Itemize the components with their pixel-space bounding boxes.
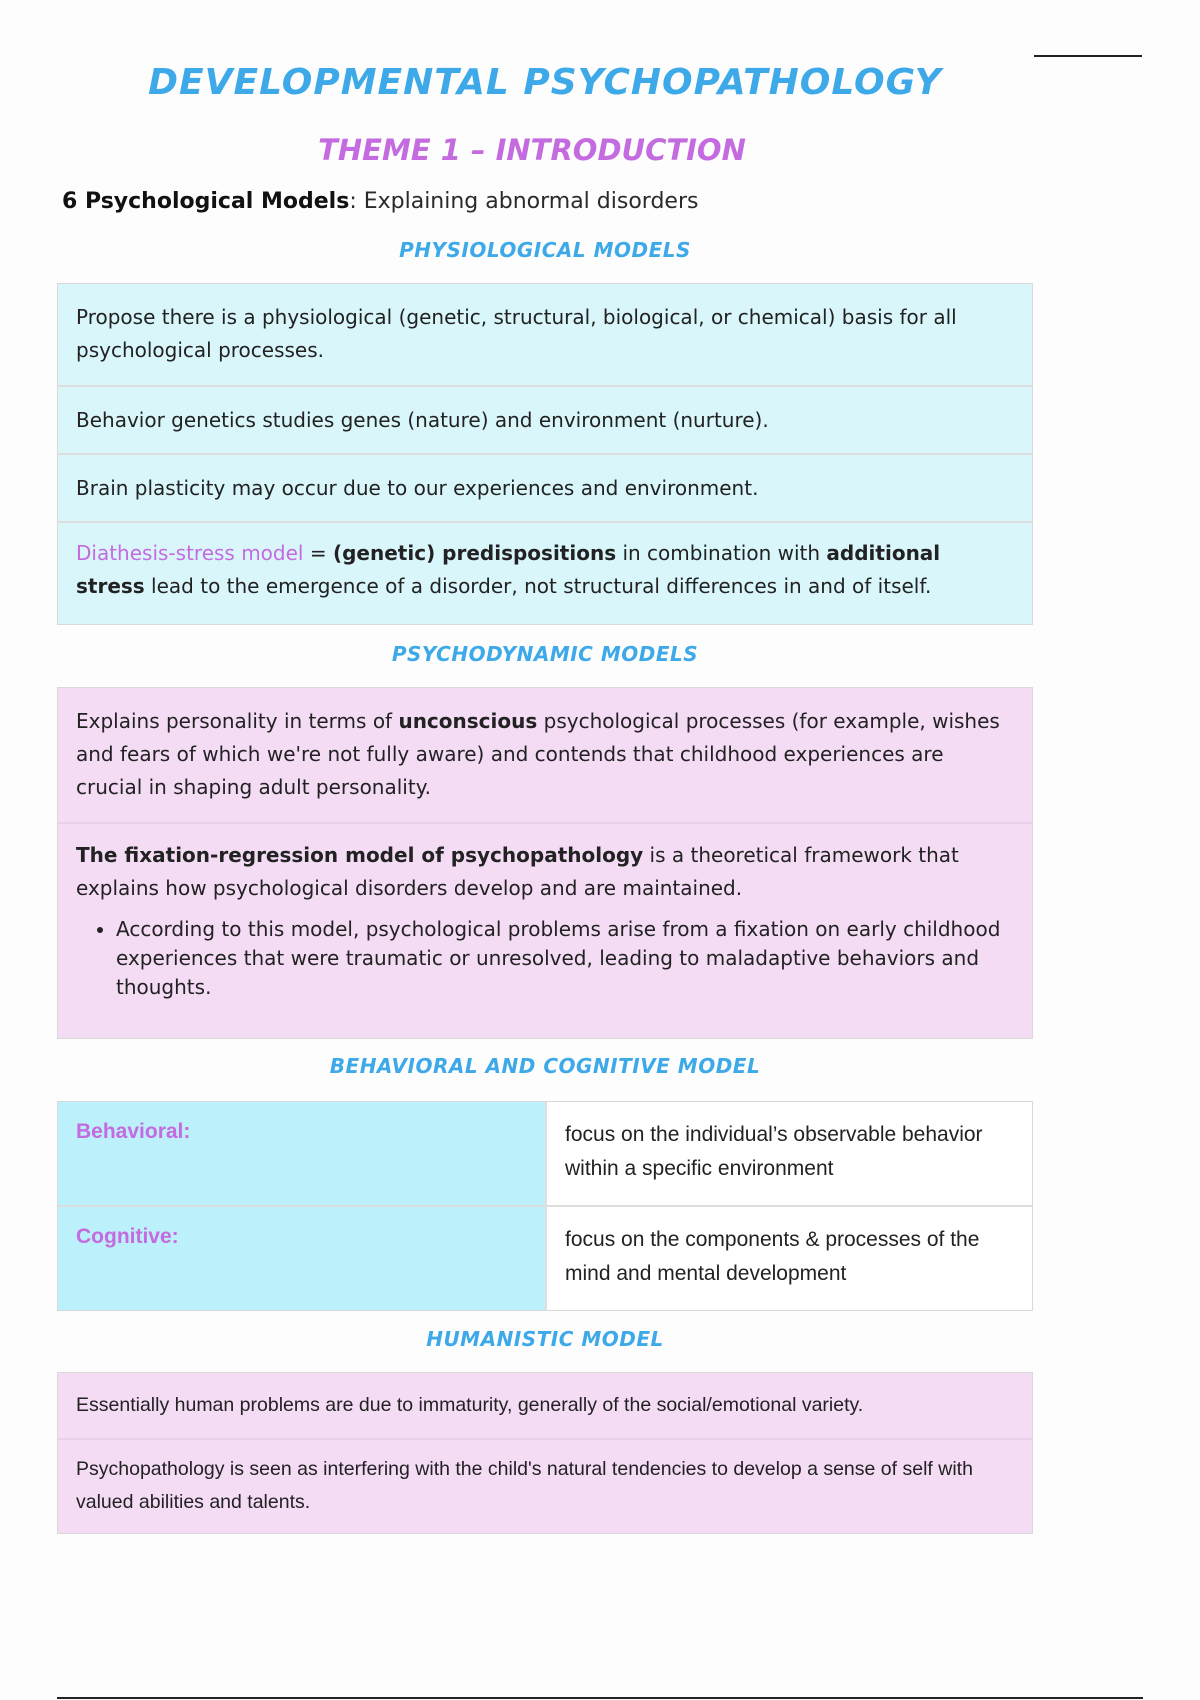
diathesis-term: Diathesis-stress model xyxy=(76,541,304,565)
cognitive-description: focus on the components & processes of the mind and mental development xyxy=(545,1207,1032,1310)
diathesis-mid: in combination with xyxy=(616,541,827,565)
psychodynamic-box xyxy=(57,687,1033,1039)
fixation-row xyxy=(58,824,1032,1038)
page-subtitle: THEME 1 – INTRODUCTION xyxy=(318,133,746,167)
diathesis-bold2: additional stress xyxy=(76,541,941,598)
psychodynamic-pre: Explains personality in terms of xyxy=(76,709,399,733)
physiological-row: Behavior genetics studies genes (nature) and environment (nurture). xyxy=(58,387,1032,455)
bottom-rule xyxy=(57,1697,1143,1699)
behavioral-label: Behavioral: xyxy=(58,1102,545,1205)
intro-bold: 6 Psychological Models xyxy=(62,189,350,214)
heading-psychodynamic: PSYCHODYNAMIC MODELS xyxy=(391,642,699,666)
diathesis-rest: lead to the emergence of a disorder, not structural differences in and of itself. xyxy=(144,574,932,598)
fixation-bullets xyxy=(76,915,1014,1002)
humanistic-box xyxy=(57,1372,1033,1534)
psychodynamic-bold: unconscious xyxy=(398,709,538,733)
fixation-bold: The fixation-regression model of psychopathology xyxy=(76,843,644,867)
table-row xyxy=(58,1207,1032,1310)
cognitive-label: Cognitive: xyxy=(58,1207,545,1310)
diathesis-bold1: (genetic) predispositions xyxy=(332,541,617,565)
psychodynamic-row xyxy=(58,688,1032,824)
humanistic-row: Essentially human problems are due to immaturity, generally of the social/emotional variety. xyxy=(58,1373,1032,1440)
humanistic-row: Psychopathology is seen as interfering with the child's natural tendencies to develop a sense of self with valued abilities and talents. xyxy=(76,1458,973,1513)
top-rule xyxy=(1034,55,1142,57)
psychodynamic-post: psychological processes (for example, wishes and fears of which we're not fully aware) and contends that childhood experiences are crucial in shaping adult personality. xyxy=(76,709,1000,799)
heading-humanistic: HUMANISTIC MODEL xyxy=(426,1327,664,1351)
diathesis-row xyxy=(58,523,1032,624)
diathesis-eq: = xyxy=(303,541,333,565)
physiological-row: Propose there is a physiological (genetic, structural, biological, or chemical) basis for all psychological processes. xyxy=(58,284,1032,387)
intro-text: : Explaining abnormal disorders xyxy=(349,189,699,214)
behavioral-cognitive-table xyxy=(57,1101,1033,1311)
heading-behavioral-cognitive: BEHAVIORAL AND COGNITIVE MODEL xyxy=(329,1054,761,1078)
table-row xyxy=(58,1102,1032,1207)
fixation-text: is a theoretical framework that explains how psychological disorders develop and are maintained. xyxy=(76,843,959,900)
fixation-bullet: • According to this model, psychological problems arise from a fixation on early childhood experiences that were traumatic or unresolved, leading to maladaptive behaviors and thoughts. xyxy=(116,915,1014,1002)
page-title: DEVELOPMENTAL PSYCHOPATHOLOGY xyxy=(148,62,942,103)
heading-physiological: PHYSIOLOGICAL MODELS xyxy=(399,238,691,262)
intro-line xyxy=(62,189,698,214)
physiological-box xyxy=(57,283,1033,625)
physiological-row: Brain plasticity may occur due to our experiences and environment. xyxy=(58,455,1032,523)
behavioral-description: focus on the individual’s observable behavior within a specific environment xyxy=(545,1102,1032,1205)
